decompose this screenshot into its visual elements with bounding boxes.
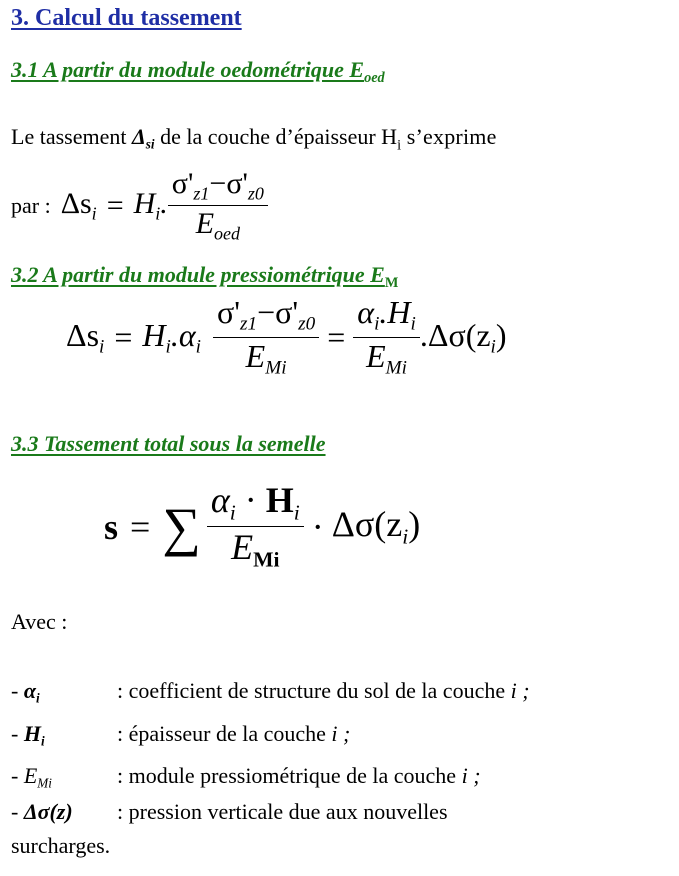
sub-i: i — [155, 203, 161, 224]
subsection-title-subscript: M — [384, 275, 399, 291]
var-i: i — [510, 678, 517, 703]
definition-delta-sigma — [11, 799, 448, 825]
delta-sigma: $.\Delta\sigma(z_i)$ — [419, 316, 507, 358]
minus: − — [209, 167, 227, 200]
e-var: E — [245, 337, 266, 374]
close-paren: ) — [495, 316, 507, 353]
subsection-title-3-2 — [11, 262, 398, 292]
sub-mi: Mi — [253, 547, 280, 572]
s-var: s — [104, 506, 119, 547]
par-label: par : — [11, 192, 51, 218]
sub-i: i — [374, 313, 380, 335]
subsection-title-subscript: oed — [364, 70, 385, 86]
fraction-1 — [213, 296, 319, 379]
delta-sigma — [332, 503, 421, 550]
sub-i: i — [99, 336, 105, 358]
e-var: E — [231, 527, 254, 568]
denominator — [192, 206, 244, 243]
definition-text: : épaisseur de la couche — [117, 721, 332, 746]
sub-i: i — [91, 203, 97, 224]
equation-3-3 — [104, 482, 420, 571]
numerator — [207, 482, 304, 527]
delta-sigma-z: Δσ(z) — [23, 799, 73, 824]
definition-symbol: - Δσ(z) — [11, 799, 73, 824]
h-var: H — [265, 480, 294, 520]
delta-sigma-z: Δσ(z — [331, 504, 403, 545]
equals-sign: = — [114, 318, 133, 355]
eq-lhs — [61, 187, 97, 224]
alpha: α — [210, 480, 230, 520]
alpha: α — [178, 316, 196, 353]
eq-h-alpha: $H_i.\alpha_i$ — [142, 316, 202, 358]
definition-alpha — [11, 678, 530, 707]
var-i: i — [331, 721, 338, 746]
sub-z1: z1 — [240, 313, 258, 335]
e-var: E — [195, 207, 215, 241]
close-paren: ) — [408, 504, 421, 545]
section-title: 3. Calcul du tassement — [11, 5, 242, 31]
sub-z0: z0 — [298, 313, 316, 335]
subsection-title-3-1 — [11, 57, 385, 87]
subsection-title-text: 3.1 A partir du module oedométrique E — [11, 57, 365, 82]
equals-sign: = — [106, 188, 124, 222]
sigma: σ' — [226, 167, 248, 200]
denominator — [242, 338, 291, 379]
delta-sigma-z: Δσ(z — [427, 316, 491, 353]
numerator: $\alpha_i.H_i$ — [353, 296, 420, 338]
e-var: E — [366, 337, 386, 374]
sigma: σ' — [171, 167, 194, 200]
sub-z0: z0 — [247, 183, 264, 204]
semicolon: ; — [467, 763, 481, 788]
var-i: i — [461, 763, 468, 788]
eq-h: $H_i$. — [133, 187, 168, 224]
fraction — [207, 482, 304, 571]
sigma: σ' — [275, 294, 299, 330]
subsection-title-text: 3.2 A partir du module pressiométrique E — [11, 262, 385, 287]
definition-symbol: - $H_i$ — [11, 721, 45, 749]
sub-oed: oed — [214, 223, 241, 244]
sub-i: i — [490, 336, 496, 358]
numerator — [213, 296, 319, 338]
sub-i: i — [402, 524, 409, 549]
sub-i: i — [40, 733, 45, 749]
equation-3-2 — [66, 296, 507, 379]
minus: − — [257, 294, 276, 330]
sub-mi: Mi — [265, 357, 287, 379]
subsection-title-3-3: 3.3 Tassement total sous la semelle — [11, 431, 326, 456]
equals-sign: = — [327, 318, 346, 355]
delta-s: Δs — [66, 316, 100, 353]
h-var: H — [387, 294, 411, 330]
fraction-2 — [353, 296, 420, 379]
definition-emi — [11, 763, 481, 792]
numerator — [168, 168, 268, 206]
paragraph-3-1 — [11, 124, 497, 154]
h-var: H — [142, 316, 166, 353]
sub-mi: Mi — [385, 357, 407, 379]
sigma: σ' — [217, 294, 241, 330]
text-segment: Le tassement — [11, 124, 132, 149]
dot: · — [311, 506, 324, 547]
sub-i: i — [229, 500, 236, 525]
avec-label: Avec : — [11, 609, 68, 634]
definition-continuation: surcharges. — [11, 833, 111, 858]
definition-symbol: - $E_{Mi}$ — [11, 763, 52, 791]
eq-lhs — [66, 317, 104, 359]
h-var: H — [23, 721, 41, 746]
sub-i: i — [195, 336, 202, 358]
fraction — [168, 168, 268, 243]
sub-i: i — [410, 313, 416, 335]
semicolon: ; — [337, 721, 351, 746]
delta-symbol: Δ — [131, 124, 146, 149]
equation-3-1 — [11, 168, 268, 243]
definition-text: : module pressiométrique de la couche — [117, 763, 462, 788]
definition-text: : coefficient de structure du sol de la couche — [117, 678, 511, 703]
delta-s: Δs — [60, 187, 92, 221]
text-segment: de la couche d’épaisseur H — [154, 124, 398, 149]
sub-i: i — [293, 500, 300, 525]
equals-sign: = — [130, 506, 151, 547]
sum-symbol: ∑ — [162, 496, 201, 557]
e-var: E — [23, 763, 38, 788]
sub-i: i — [165, 336, 171, 358]
alpha: α — [23, 678, 36, 703]
denominator — [362, 338, 411, 379]
delta-subscript: si — [145, 136, 155, 152]
denominator — [227, 527, 283, 571]
text-segment: s’exprime — [401, 124, 497, 149]
definition-symbol: - $\alpha_i$ — [11, 678, 40, 706]
h-var: H — [133, 187, 156, 221]
semicolon: ; — [516, 678, 530, 703]
definition-h — [11, 721, 350, 750]
sub-i: i — [36, 690, 40, 706]
sub-mi: Mi — [37, 775, 52, 791]
sub-z1: z1 — [193, 183, 210, 204]
alpha: α — [357, 294, 375, 330]
definition-text: : pression verticale due aux nouvelles — [117, 799, 448, 824]
dot: · — [244, 480, 257, 520]
h-subscript: i — [397, 137, 402, 154]
